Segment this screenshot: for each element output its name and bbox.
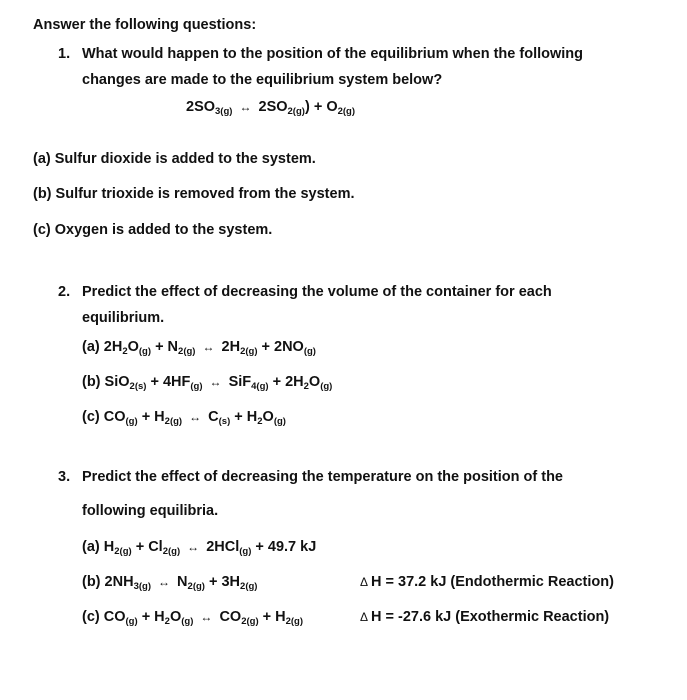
q2-equation-b: (b) $SiO_{2(s)} + 4HF_{(g)}$ ↔ $SiF_{4(g)} + 2H_2O_{(g)}$: [82, 374, 333, 392]
q2-line1: [58, 284, 552, 300]
q2-equation-a: (a) $2H_2O_{(g)} + N_{2(g)}$ ↔ $2H_{2(g)} + 2NO_{(g)}$: [82, 339, 316, 357]
q2-number: 2.: [58, 284, 71, 300]
equilibrium-arrow-icon: ↔: [187, 540, 200, 554]
q3-line1: [58, 469, 563, 485]
equilibrium-arrow-icon: ↔: [189, 410, 202, 424]
delta-icon: Δ: [360, 575, 369, 589]
q3-text-line1: Predict the effect of decreasing the temperature on the position of the: [82, 469, 563, 485]
equilibrium-arrow-icon: ↔: [239, 100, 252, 114]
q3-b-enthalpy: Δ H = 37.2 kJ (Endothermic Reaction): [360, 574, 614, 590]
equilibrium-arrow-icon: ↔: [158, 575, 171, 589]
q1-equation: $2SO_{3(g)}$ ↔ $2SO_{2(g)}) + O_{2(g)}$: [186, 99, 356, 117]
q3-equation-b: (b) $2NH_{3(g)}$ ↔ $N_{2(g)} + 3H_{2(g)}$: [82, 574, 258, 592]
q1-part-a: (a) Sulfur dioxide is added to the system.: [33, 151, 316, 167]
equilibrium-arrow-icon: ↔: [202, 340, 215, 354]
q2-text-line2: equilibrium.: [82, 310, 165, 326]
q1-part-c: (c) Oxygen is added to the system.: [33, 222, 273, 238]
q3-c-enthalpy: Δ H = -27.6 kJ (Exothermic Reaction): [360, 609, 610, 625]
delta-icon: Δ: [360, 610, 369, 624]
q3-text-line2: following equilibria.: [82, 503, 219, 519]
q3-equation-a: (a) $H_{2(g)} + Cl_{2(g)}$ ↔ 2HCl$_{(g)}$ + 49.7 kJ: [82, 539, 317, 557]
heading: Answer the following questions:: [33, 17, 257, 33]
q1-line1: [58, 46, 583, 62]
q2-text-line1: Predict the effect of decreasing the volume of the container for each: [82, 284, 552, 300]
q1-number: 1.: [58, 46, 71, 62]
q3-number: 3.: [58, 469, 71, 485]
q2-equation-c: (c) $CO_{(g)} + H_{2(g)}$ ↔ $C_{(s)} + H_2O_{(g)}$: [82, 409, 286, 427]
q1-text-line1: What would happen to the position of the equilibrium when the following: [82, 46, 584, 62]
q1-text-line2: changes are made to the equilibrium system below?: [82, 72, 443, 88]
q3-equation-c: (c) $CO_{(g)} + H_2O_{(g)}$ ↔ $CO_{2(g)} + H_{2(g)}$: [82, 609, 304, 627]
q1-part-b: (b) Sulfur trioxide is removed from the system.: [33, 186, 355, 202]
equilibrium-arrow-icon: ↔: [209, 375, 222, 389]
equilibrium-arrow-icon: ↔: [200, 610, 213, 624]
